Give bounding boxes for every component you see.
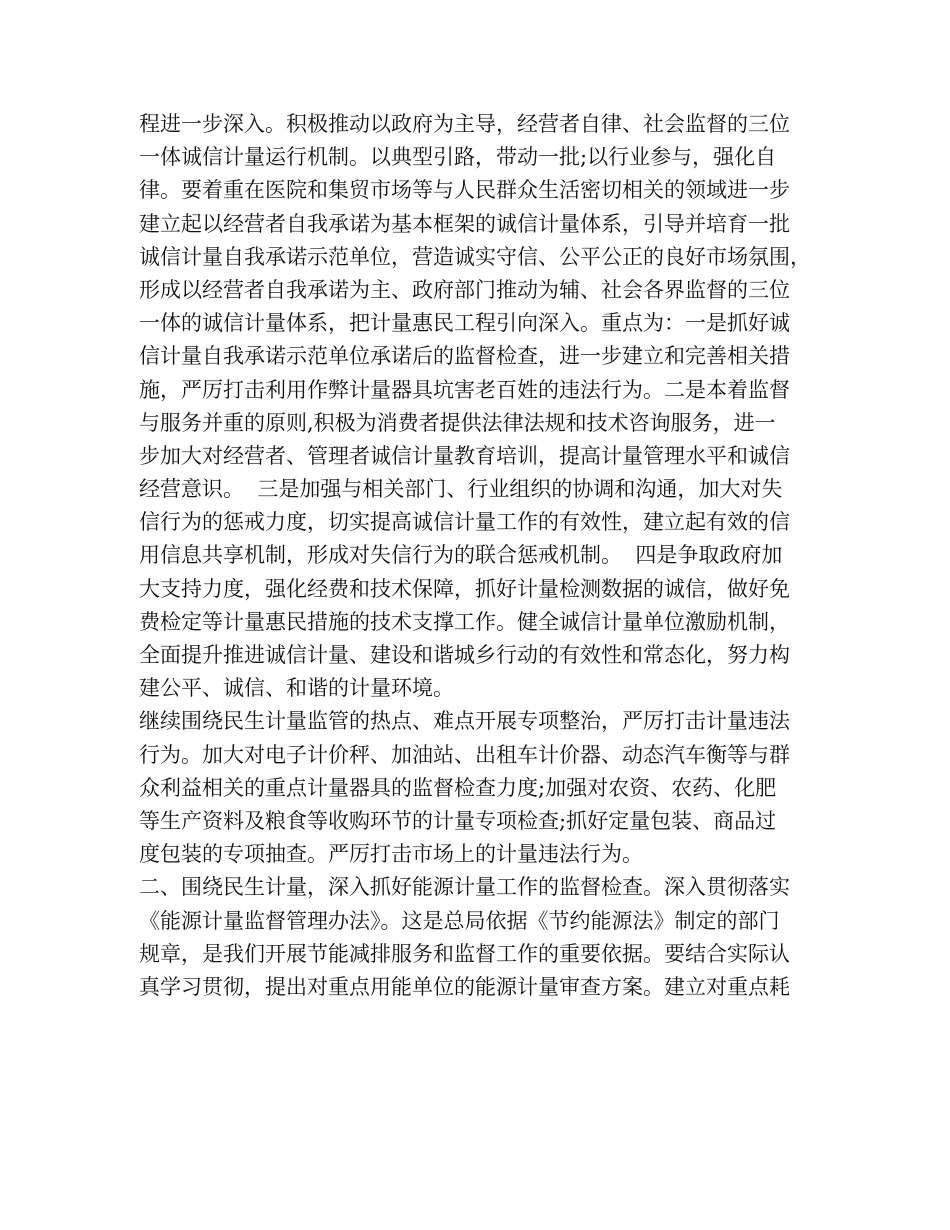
text-line: 用信息共享机制，形成对失信行为的联合惩戒机制。 四是争取政府加 (139, 543, 783, 568)
text-line: 步加大对经营者、管理者诚信计量教育培训，提高计量管理水平和诚信 (139, 443, 790, 468)
text-line: 行为。加大对电子计价秤、加油站、出租车计价器、动态汽车衡等与群 (139, 742, 790, 767)
text-line: 全面提升推进诚信计量、建设和谐城乡行动的有效性和常态化，努力构 (139, 643, 790, 667)
text-line: 建公平、诚信、和谐的计量环境。 (139, 676, 454, 701)
text-line: 规章，是我们开展节能减排服务和监督工作的重要依据。要结合实际认 (139, 941, 790, 966)
text-line: 建立起以经营者自我承诺为基本框架的诚信计量体系，引导并培育一批 (139, 211, 790, 236)
text-line: 施，严厉打击利用作弊计量器具坑害老百姓的违法行为。二是本着监督 (139, 377, 790, 402)
text-line: 程进一步深入。积极推动以政府为主导，经营者自律、社会监督的三位 (139, 112, 790, 136)
text-line: 一体的诚信计量体系，把计量惠民工程引向深入。重点为：一是抓好诚 (139, 311, 790, 336)
text-line: 继续围绕民生计量监管的热点、难点开展专项整治，严厉打击计量违法 (139, 709, 790, 734)
text-line: 信行为的惩戒力度，切实提高诚信计量工作的有效性，建立起有效的信 (139, 510, 790, 535)
text-line: 与服务并重的原则,积极为消费者提供法律法规和技术咨询服务，进一 (139, 410, 776, 435)
text-line: 大支持力度，强化经费和技术保障，抓好计量检测数据的诚信，做好免 (139, 576, 790, 601)
text-line: 律。要着重在医院和集贸市场等与人民群众生活密切相关的领域进一步 (139, 178, 790, 203)
text-line: 形成以经营者自我承诺为主、政府部门推动为辅、社会各界监督的三位 (139, 277, 790, 302)
text-line: 众利益相关的重点计量器具的监督检查力度;加强对农资、农药、化肥 (139, 775, 777, 800)
text-line: 费检定等计量惠民措施的技术支撑工作。健全诚信计量单位激励机制， (139, 609, 790, 634)
text-line: 度包装的专项抽查。严厉打击市场上的计量违法行为。 (139, 842, 643, 867)
text-line: 一体诚信计量运行机制。以典型引路，带动一批;以行业参与，强化自 (139, 145, 777, 170)
text-line: 诚信计量自我承诺示范单位，营造诚实守信、公平公正的良好市场氛围， (139, 244, 811, 269)
text-line: 等生产资料及粮食等收购环节的计量专项检查;抓好定量包装、商品过 (139, 808, 777, 833)
body-text (139, 108, 819, 1004)
text-line: 信计量自我承诺示范单位承诺后的监督检查，进一步建立和完善相关措 (139, 344, 790, 369)
text-line: 真学习贯彻，提出对重点用能单位的能源计量审查方案。建立对重点耗 (139, 974, 790, 999)
text-line: 二、围绕民生计量，深入抓好能源计量工作的监督检查。深入贯彻落实 (139, 875, 790, 900)
text-line: 《能源计量监督管理办法》。这是总局依据《节约能源法》制定的部门 (139, 908, 780, 933)
text-line: 经营意识。 三是加强与相关部门、行业组织的协调和沟通，加大对失 (139, 477, 783, 502)
